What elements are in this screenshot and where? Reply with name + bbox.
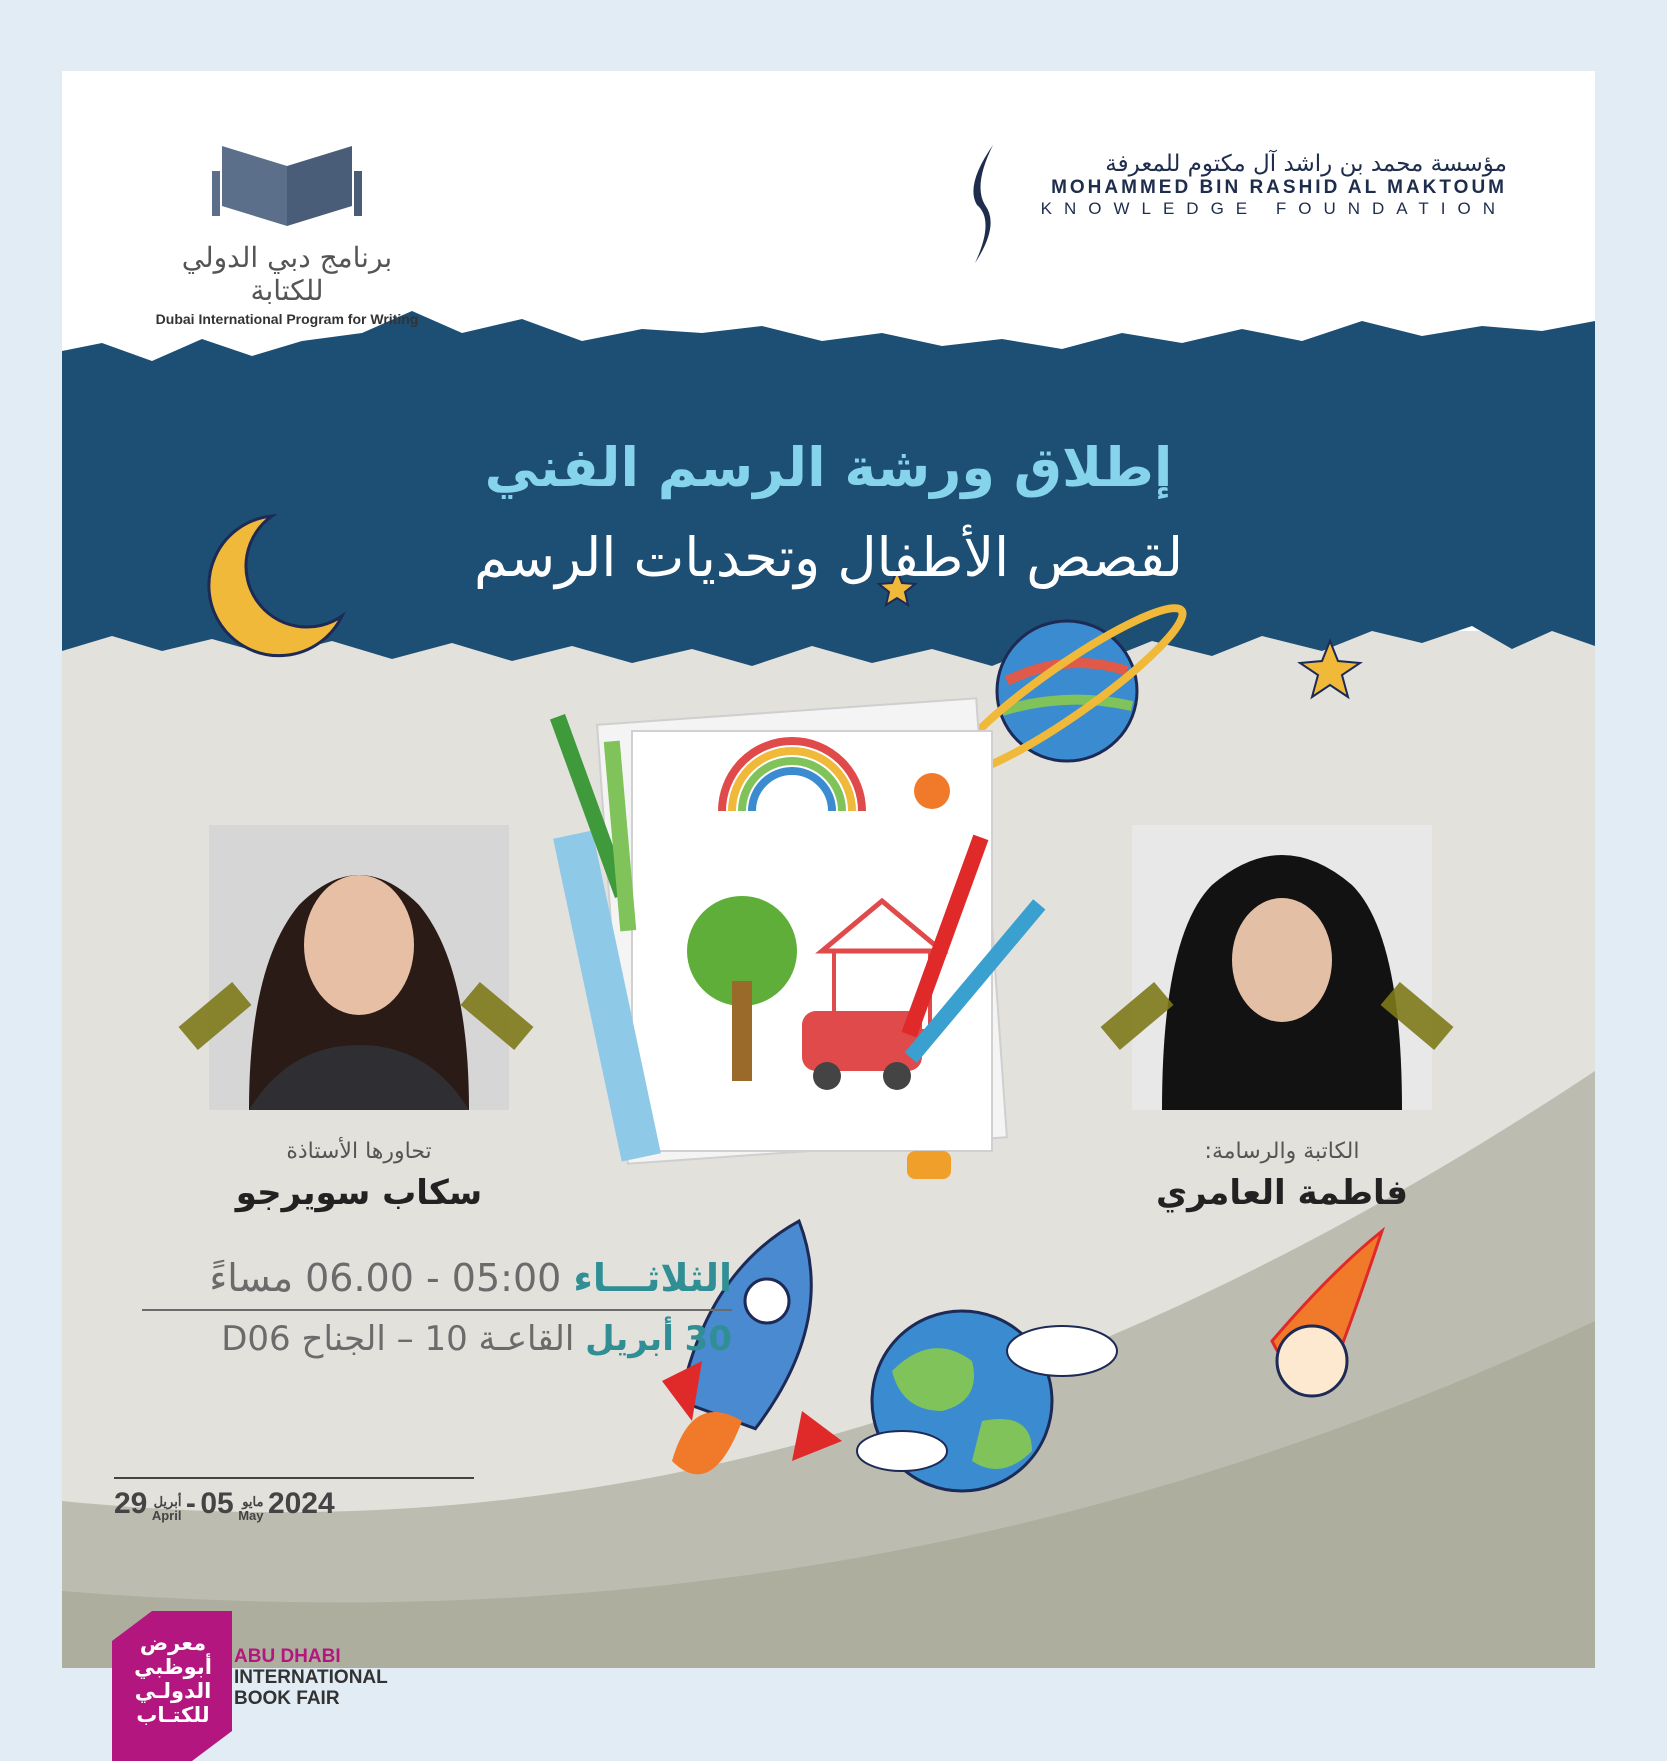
- fair-dates: [114, 1477, 474, 1523]
- dubai-writing-program-logo: [142, 141, 432, 327]
- fair-end-month-en: May: [238, 1507, 264, 1523]
- fair-year: 2024: [267, 1487, 335, 1520]
- open-book-icon: [212, 141, 362, 231]
- event-time-row: [142, 1256, 732, 1300]
- fair-ar-line: للكتـاب: [136, 1703, 210, 1727]
- dubai-program-name-ar: برنامج دبي الدولي للكتابة: [181, 241, 393, 307]
- event-day: الثلاثـــاء: [573, 1256, 732, 1300]
- fair-end-month-ar: مايو: [242, 1493, 264, 1509]
- book-fair-name-ar: [114, 1631, 232, 1727]
- event-venue: القاعـة 10 – الجناح D06: [221, 1319, 575, 1359]
- book-fair-name-en: [234, 1646, 388, 1709]
- event-date-row: [142, 1309, 732, 1359]
- event-date-month: أبريل: [585, 1319, 674, 1359]
- fair-start-day: 29: [114, 1487, 148, 1520]
- dubai-program-name-en: Dubai International Program for Writing: [155, 311, 419, 327]
- headline-line1: إطلاق ورشة الرسم الفني: [484, 436, 1173, 499]
- poster-card: [62, 71, 1595, 1727]
- fair-ar-line: الدولـي: [134, 1679, 212, 1703]
- speaker-photo-right: [1132, 825, 1432, 1110]
- fair-start-month: [152, 1495, 182, 1523]
- mbrf-mark-icon: [965, 145, 1005, 265]
- left-speaker-name: سكاب سويرجو: [235, 1173, 483, 1213]
- mbrf-logo: [987, 151, 1507, 219]
- event-date-number: 30: [684, 1319, 732, 1359]
- foundation-name-en-line1: MOHAMMED BIN RASHID AL MAKTOUM: [1051, 177, 1507, 198]
- fair-en-line2: INTERNATIONAL: [234, 1667, 388, 1688]
- left-speaker-role: تحاورها الأستاذة: [286, 1139, 432, 1164]
- portrait-image: [209, 825, 509, 1110]
- headline-line2: لقصص الأطفال وتحديات الرسم: [473, 526, 1184, 589]
- speaker-photo-left: [209, 825, 509, 1110]
- fair-ar-line: معرض: [139, 1631, 207, 1655]
- foundation-name-en-line2: KNOWLEDGE FOUNDATION: [1040, 199, 1507, 218]
- fair-en-line3: BOOK FAIR: [234, 1688, 340, 1709]
- event-time: 05:00 - 06.00 مساءً: [209, 1256, 562, 1300]
- fair-ar-line: أبوظبي: [134, 1655, 212, 1679]
- date-separator: -: [185, 1487, 196, 1520]
- fair-start-month-ar: أبريل: [153, 1493, 182, 1509]
- right-speaker-role: الكاتبة والرسامة:: [1204, 1139, 1360, 1164]
- portrait-image: [1132, 825, 1432, 1110]
- foundation-name-ar: مؤسسة محمد بن راشد آل مكتوم للمعرفة: [1105, 151, 1507, 177]
- fair-end-day: 05: [200, 1487, 234, 1520]
- fair-end-month: [238, 1495, 263, 1523]
- right-speaker-name: فاطمة العامري: [1155, 1173, 1409, 1213]
- fair-en-line1: ABU DHABI: [234, 1646, 341, 1667]
- fair-start-month-en: April: [151, 1507, 182, 1523]
